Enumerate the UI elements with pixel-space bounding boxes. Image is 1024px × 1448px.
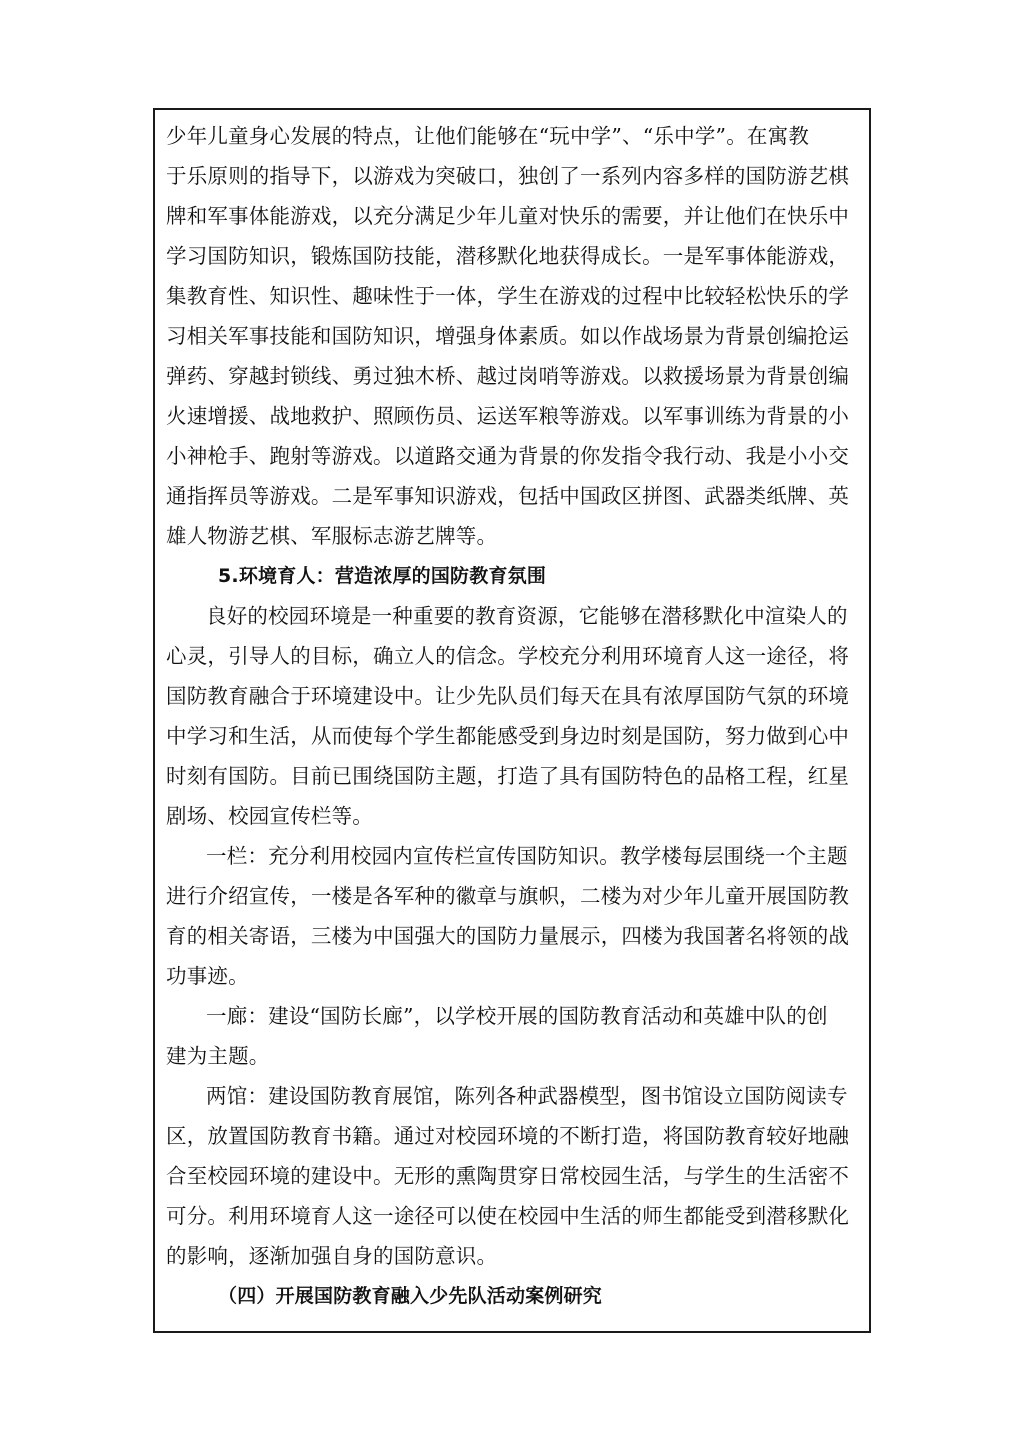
text-line: 集教育性、知识性、趣味性于一体，学生在游戏的过程中比较轻松快乐的学 xyxy=(166,284,850,308)
text-line: 心灵，引导人的目标，确立人的信念。学校充分利用环境育人这一途径，将 xyxy=(166,644,850,668)
text-line: 进行介绍宣传，一楼是各军种的徽章与旗帜，二楼为对少年儿童开展国防教 xyxy=(166,884,850,908)
text-line: 良好的校园环境是一种重要的教育资源，它能够在潜移默化中渲染人的 xyxy=(206,604,848,628)
text-line: 功事迹。 xyxy=(166,964,249,988)
paragraph-corridor xyxy=(166,996,862,1076)
paragraph-exhibition-halls xyxy=(166,1076,862,1276)
text-line: 建为主题。 xyxy=(166,1044,270,1068)
text-line: 育的相关寄语，三楼为中国强大的国防力量展示，四楼为我国著名将领的战 xyxy=(166,924,850,948)
text-line: 合至校园环境的建设中。无形的熏陶贯穿日常校园生活，与学生的生活密不 xyxy=(166,1164,850,1188)
text-line: 学习国防知识，锻炼国防技能，潜移默化地获得成长。一是军事体能游戏， xyxy=(166,244,850,268)
text-line: 一廊：建设“国防长廊”，以学校开展的国防教育活动和英雄中队的创 xyxy=(206,1004,828,1028)
text-line: 可分。利用环境育人这一途径可以使在校园中生活的师生都能受到潜移默化 xyxy=(166,1204,850,1228)
text-line: 弹药、穿越封锁线、勇过独木桥、越过岗哨等游戏。以救援场景为背景创编 xyxy=(166,364,850,388)
document-body xyxy=(166,116,862,1316)
text-line: 两馆：建设国防教育展馆，陈列各种武器模型，图书馆设立国防阅读专 xyxy=(206,1084,848,1108)
text-line: 时刻有国防。目前已围绕国防主题，打造了具有国防特色的品格工程，红星 xyxy=(166,764,850,788)
text-line: 通指挥员等游戏。二是军事知识游戏，包括中国政区拼图、武器类纸牌、英 xyxy=(166,484,850,508)
text-line: 国防教育融合于环境建设中。让少先队员们每天在具有浓厚国防气氛的环境 xyxy=(166,684,850,708)
text-line: 区，放置国防教育书籍。通过对校园环境的不断打造，将国防教育较好地融 xyxy=(166,1124,850,1148)
text-line: 一栏：充分利用校园内宣传栏宣传国防知识。教学楼每层围绕一个主题 xyxy=(206,844,848,868)
text-line: 习相关军事技能和国防知识，增强身体素质。如以作战场景为背景创编抢运 xyxy=(166,324,850,348)
text-line: 少年儿童身心发展的特点，让他们能够在“玩中学”、“乐中学”。在寓教 xyxy=(166,124,810,148)
paragraph-games xyxy=(166,116,862,556)
text-line: 小神枪手、跑射等游戏。以道路交通为背景的你发指令我行动、我是小小交 xyxy=(166,444,850,468)
section-heading-5: 5.环境育人：营造浓厚的国防教育氛围 xyxy=(218,565,547,587)
text-line: 于乐原则的指导下，以游戏为突破口，独创了一系列内容多样的国防游艺棋 xyxy=(166,164,850,188)
text-line: 中学习和生活，从而使每个学生都能感受到身边时刻是国防，努力做到心中 xyxy=(166,724,850,748)
paragraph-bulletin-board xyxy=(166,836,862,996)
section-heading-4: （四）开展国防教育融入少先队活动案例研究 xyxy=(218,1285,603,1307)
text-line: 剧场、校园宣传栏等。 xyxy=(166,804,373,828)
text-line: 雄人物游艺棋、军服标志游艺牌等。 xyxy=(166,524,498,548)
text-line: 的影响，逐渐加强自身的国防意识。 xyxy=(166,1244,498,1268)
text-line: 火速增援、战地救护、照顾伤员、运送军粮等游戏。以军事训练为背景的小 xyxy=(166,404,850,428)
text-line: 牌和军事体能游戏，以充分满足少年儿童对快乐的需要，并让他们在快乐中 xyxy=(166,204,850,228)
paragraph-environment xyxy=(166,596,862,836)
